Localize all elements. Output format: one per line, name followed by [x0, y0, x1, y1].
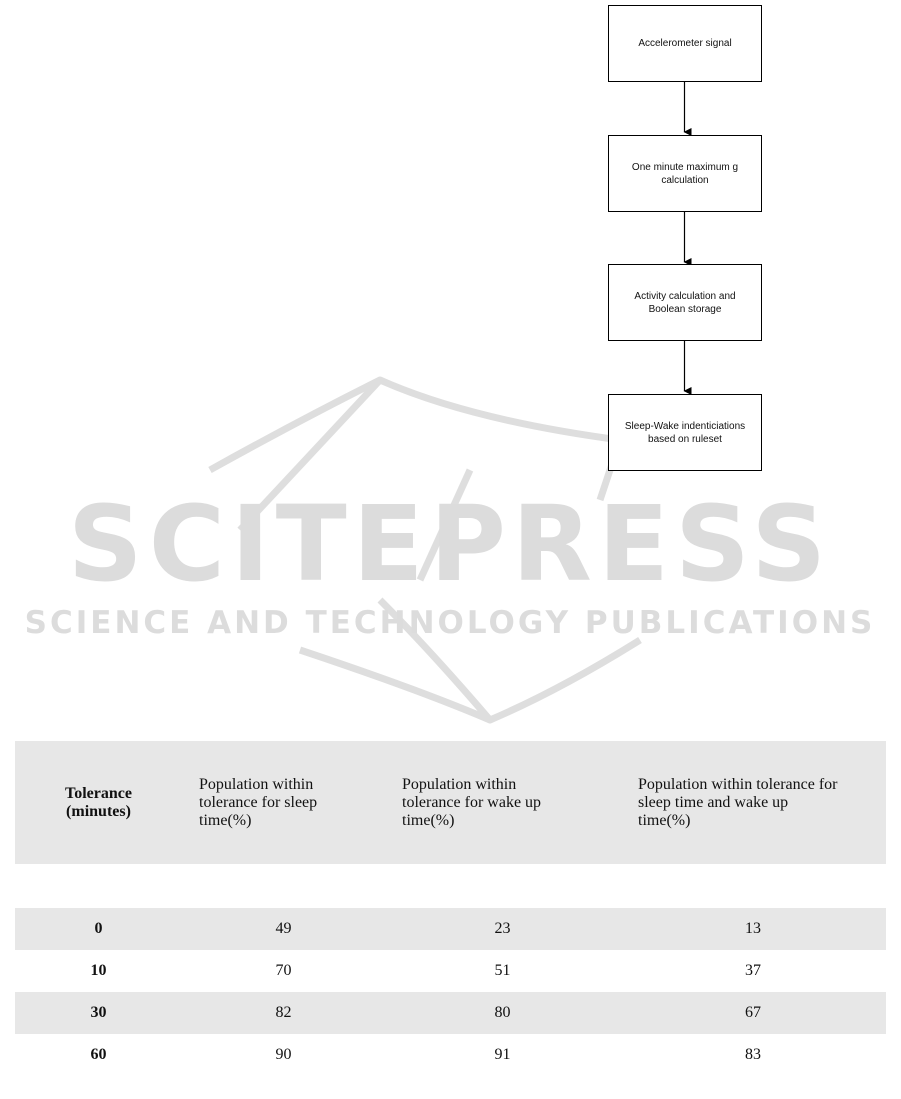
- table-header-row: [15, 741, 886, 864]
- cell-tolerance: 60: [90, 1046, 107, 1063]
- cell-wake: 51: [494, 962, 511, 979]
- cell-both: 13: [745, 920, 761, 937]
- header-sleep-time: Population within tolerance for sleep time(%): [199, 775, 318, 829]
- header-both: Population within tolerance for sleep time and wake up time(%): [638, 775, 838, 829]
- cell-both: 67: [745, 1004, 761, 1021]
- cell-wake: 80: [494, 1004, 511, 1021]
- header-wake-time: Population within tolerance for wake up time(%): [402, 775, 542, 829]
- cell-sleep: 70: [275, 962, 292, 979]
- results-table: [15, 741, 886, 1076]
- cell-sleep: 90: [275, 1046, 292, 1063]
- table-row: [15, 1034, 886, 1076]
- cell-sleep: 49: [275, 920, 292, 937]
- cell-tolerance: 10: [90, 962, 107, 979]
- watermark-subtitle: SCIENCE AND TECHNOLOGY PUBLICATIONS: [24, 605, 876, 641]
- watermark-title: SCITEPRESS: [67, 483, 833, 605]
- cell-sleep: 82: [275, 1004, 292, 1021]
- cell-wake: 91: [494, 1046, 511, 1063]
- cell-both: 83: [745, 1046, 761, 1063]
- cell-wake: 23: [494, 920, 511, 937]
- cell-both: 37: [745, 962, 761, 979]
- header-tolerance: Tolerance (minutes): [65, 784, 132, 820]
- cell-tolerance: 30: [90, 1004, 107, 1021]
- table-spacer-row: [15, 864, 886, 908]
- flowchart-step-accelerometer: Accelerometer signal: [608, 5, 762, 82]
- flowchart-step-activity: Activity calculation and Boolean storage: [608, 264, 762, 341]
- cell-tolerance: 0: [94, 920, 103, 937]
- table-row: [15, 908, 886, 950]
- table-row: [15, 950, 886, 992]
- flowchart-step-max-g: One minute maximum g calculation: [608, 135, 762, 212]
- flowchart-step-sleep-wake: Sleep-Wake indenticiations based on ruleset: [608, 394, 762, 471]
- table-row: [15, 992, 886, 1034]
